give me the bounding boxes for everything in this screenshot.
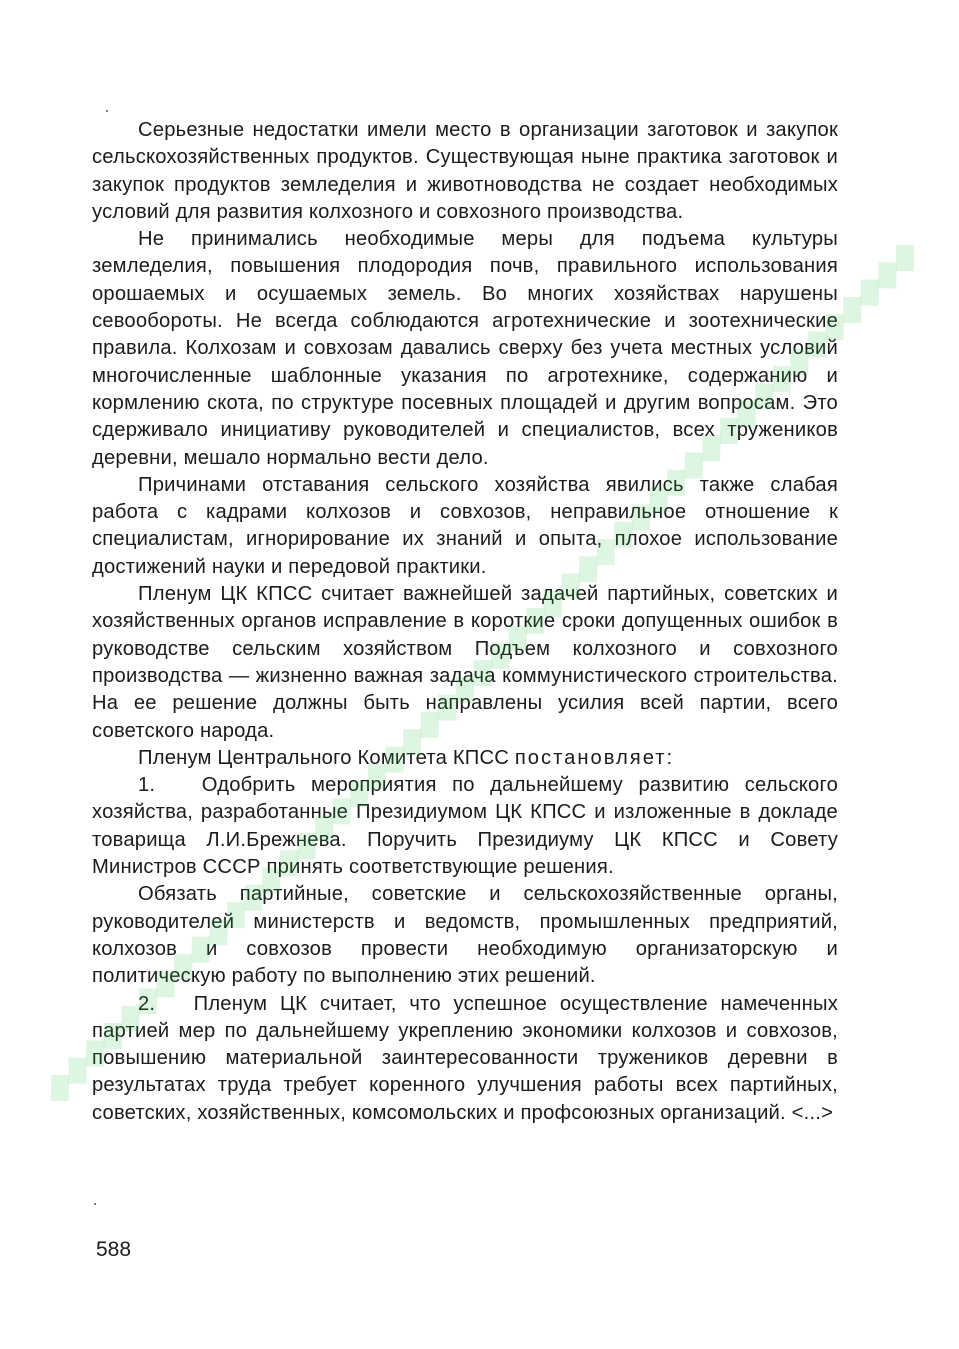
resolution-intro-verb: постановляет: bbox=[514, 746, 675, 769]
scan-speck bbox=[94, 1203, 96, 1205]
numbered-paragraph: 1. Одобрить мероприятия по дальнейшему развитию сельского хозяйства, разработанные Президиумом ЦК КПСС и изложенные в докладе товарища Л.И.Брежнева. Поручить Президиуму ЦК КПСС и Совету Министров СССР принять соответствующие решения. bbox=[92, 774, 838, 879]
paragraph: Серьезные недостатки имели место в организации заготовок и закупок сельскохозяйственных продуктов. Существующая ныне практика заготовок и закупок продуктов земледелия и животноводства не создает необходимых условий для развития колхозного и совхозного производства. bbox=[92, 119, 838, 223]
page-number: 588 bbox=[96, 1238, 132, 1261]
watermark-mark bbox=[896, 245, 914, 271]
paragraph: Пленум ЦК КПСС считает важнейшей задачей партийных, советских и хозяйственных органов исправление в короткие сроки допущенных ошибок в руководстве сельским хозяйством Подъем колхозного и совхозного производства — жизненно важная задача коммунистического строительства. На ее решение должны быть направлены усилия всей партии, всего советского народа. bbox=[92, 583, 838, 742]
watermark-mark bbox=[68, 1058, 86, 1084]
resolution-intro-prefix: Пленум Центрального Комитета КПСС bbox=[138, 746, 510, 769]
paragraph: Не принимались необходимые меры для подъема культуры земледелия, повышения плодородия почв, правильного использования орошаемых и осушаемых земель. Во многих хозяйствах нарушены севообороты. Не всегда соблюдаются агротехнические и зоотехнические правила. Колхозам и совхозам давались сверху без учета местных условий многочисленные шаблонные указания по агротехнике, содержанию и кормлению скота, по структуре посевных площадей и другим вопросам. Это сдерживало инициативу руководителей и специалистов, всех тружеников деревни, мешало нормально вести дело. bbox=[92, 228, 838, 469]
numbered-paragraph: 2. Пленум ЦК считает, что успешное осуществление намеченных партией мер по дальнейшему укреплению экономики колхозов и совхозов, повышению материальной заинтересованности тружеников деревни в результатах труда требует коренного улучшения работы всех партийных, советских, хозяйственных, комсомольских и профсоюзных организаций. <...> bbox=[92, 992, 838, 1124]
body-text bbox=[92, 117, 838, 1127]
watermark-mark bbox=[861, 280, 879, 306]
scan-speck bbox=[106, 110, 108, 112]
paragraph: Причинами отставания сельского хозяйства явились также слабая работа с кадрами колхозов и совхозов, неправильное отношение к специалистам, игнорирование их знаний и опыта, плохое использование достижений науки и передовой практики. bbox=[92, 473, 838, 578]
resolution-intro bbox=[92, 745, 838, 772]
watermark-mark bbox=[878, 262, 896, 288]
paragraph: Обязать партийные, советские и сельскохозяйственные органы, руководителей министерств и ведомств, промышленных предприятий, колхозов и совхозов провести необходимую организаторскую и политическую работу по выполнению этих решений. bbox=[92, 883, 838, 988]
watermark-mark bbox=[51, 1075, 69, 1101]
watermark-mark bbox=[843, 297, 861, 323]
